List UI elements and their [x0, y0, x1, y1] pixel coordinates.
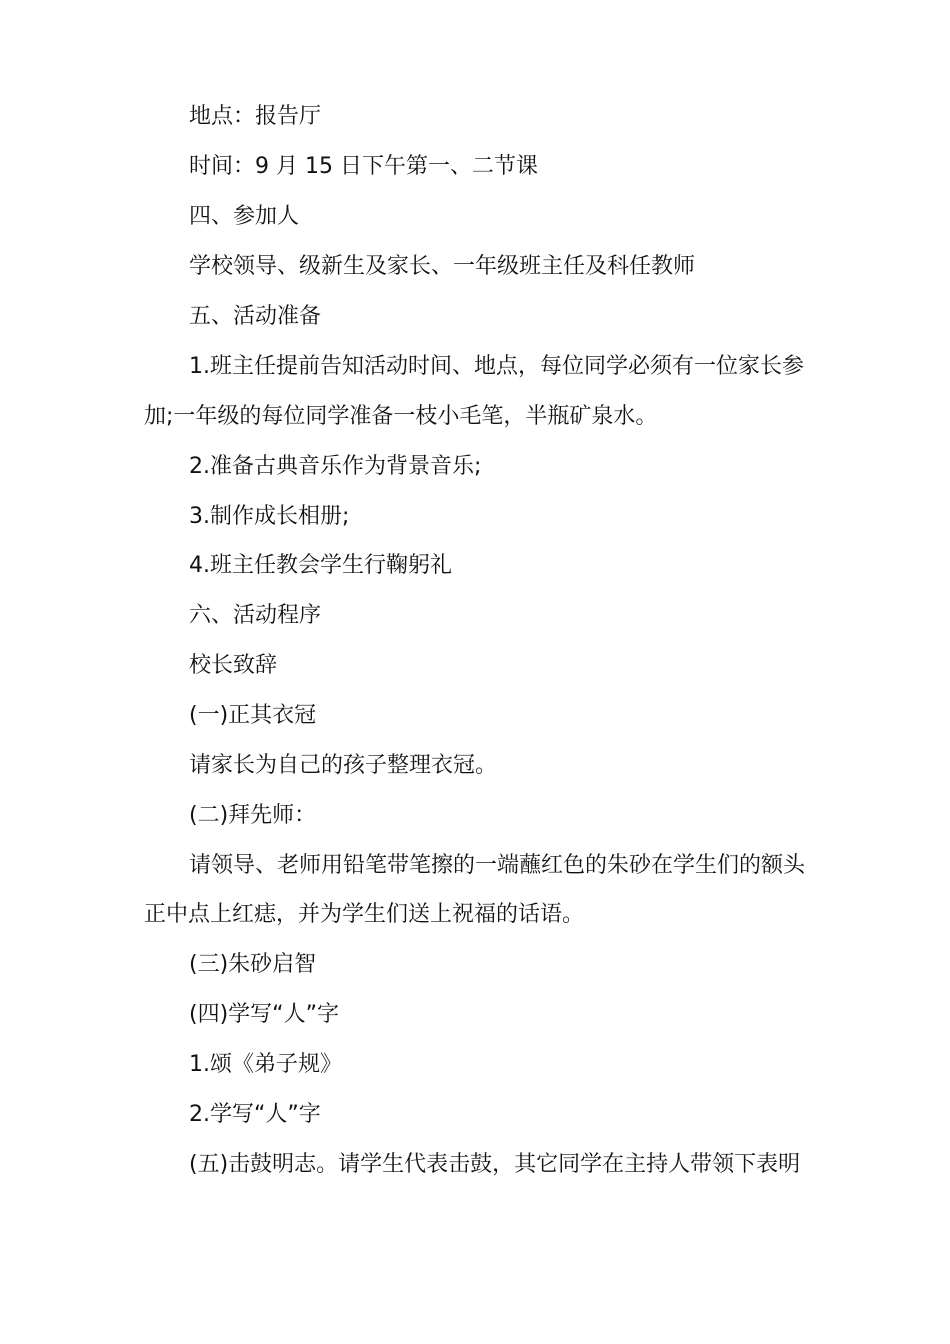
procedure-step-1-heading: (一)正其衣冠: [189, 703, 317, 728]
procedure-step-2-heading: (二)拜先师：: [189, 803, 317, 828]
preparation-item-4: 4.班主任教会学生行鞠躬礼: [189, 553, 452, 578]
preparation-item-2: 2.准备古典音乐作为背景音乐;: [189, 454, 482, 479]
procedure-step-4-heading: (四)学写“人”字: [189, 1002, 339, 1027]
participants-text: 学校领导、级新生及家长、一年级班主任及科任教师: [189, 254, 696, 279]
time-line: 时间：9 月 15 日下午第一、二节课: [189, 154, 538, 179]
procedure-step-5-text: (五)击鼓明志。请学生代表击鼓，其它同学在主持人带领下表明: [189, 1152, 801, 1177]
location-line: 地点：报告厅: [189, 104, 322, 129]
section-heading-procedure: 六、活动程序: [189, 603, 322, 628]
procedure-step-4-item-2: 2.学写“人”字: [189, 1102, 321, 1127]
procedure-principal-speech: 校长致辞: [189, 653, 278, 678]
procedure-step-2-text: 请领导、老师用铅笔带笔擦的一端蘸红色的朱砂在学生们的额头: [189, 853, 806, 878]
procedure-step-2-text-continued: 正中点上红痣，并为学生们送上祝福的话语。: [144, 902, 585, 927]
preparation-item-1: 1.班主任提前告知活动时间、地点，每位同学必须有一位家长参: [189, 354, 804, 379]
procedure-step-1-text: 请家长为自己的孩子整理衣冠。: [189, 753, 498, 778]
section-heading-preparation: 五、活动准备: [189, 304, 322, 329]
preparation-item-1-continued: 加;一年级的每位同学准备一枝小毛笔，半瓶矿泉水。: [144, 404, 658, 429]
preparation-item-3: 3.制作成长相册;: [189, 504, 350, 529]
section-heading-participants: 四、参加人: [189, 204, 300, 229]
procedure-step-3-heading: (三)朱砂启智: [189, 952, 317, 977]
procedure-step-4-item-1: 1.颂《弟子规》: [189, 1052, 342, 1077]
